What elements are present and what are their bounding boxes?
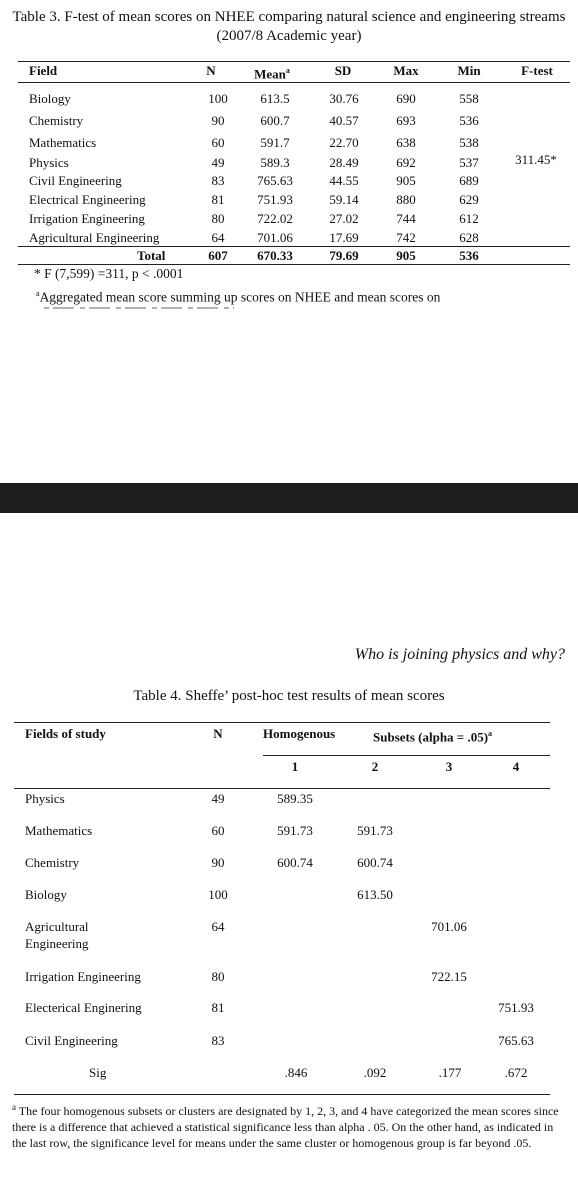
table3-header-rule	[18, 82, 570, 83]
table3-caption: Table 3. F-test of mean scores on NHEE comparing natural science and engineering streams (2007/8 Academic year)	[12, 9, 566, 44]
table3-cell-n: 90	[211, 113, 225, 128]
table3-cell-mean: 751.93	[257, 192, 293, 207]
table4-sig-s4: .672	[504, 1065, 528, 1080]
table4-cell-field-line2: Engineering	[25, 936, 89, 951]
table4-cell-field: Agricultural	[25, 919, 89, 934]
table3-cell-max: 880	[396, 192, 416, 207]
table3-cell-n: 80	[211, 211, 225, 226]
table4-cell-n: 90	[211, 855, 225, 870]
table3-cell-mean: 701.06	[257, 230, 293, 245]
table3-cell-min: 612	[459, 211, 479, 226]
table4-cell-n: 49	[211, 791, 225, 806]
table3-header-n: N	[206, 63, 216, 78]
table3-total-n: 607	[208, 248, 228, 263]
table4-header-homogenous: Homogenous	[263, 726, 336, 741]
table3-cell-field: Physics	[29, 155, 69, 170]
table4-cell-field: Chemistry	[25, 855, 80, 870]
table4-cell-s2: 600.74	[357, 855, 393, 870]
table4-sig-s3: .177	[438, 1065, 462, 1080]
table4-cell-n: 81	[211, 1000, 225, 1015]
table4-cell-s1: 589.35	[277, 791, 313, 806]
table4-subsets-rule	[263, 755, 550, 756]
table3-note-a: $^a$Aggregated mean score summing up scores on NHEE and mean scores on	[36, 289, 441, 305]
table3-cell-max: 690	[396, 91, 416, 106]
table3-cell-n: 49	[211, 155, 225, 170]
table3-cell-min: 629	[459, 192, 479, 207]
table4-header-subsets: Subsets (alpha = .05)$^a$	[373, 729, 493, 745]
table4-cell-n: 64	[211, 919, 225, 934]
table3-cell-sd: 44.55	[329, 173, 359, 188]
table3-cell-sd: 30.76	[329, 91, 359, 106]
table3-total-max: 905	[396, 248, 416, 263]
table3-cell-min: 689	[459, 173, 479, 188]
table3-cell-min: 558	[459, 91, 479, 106]
table3-cell-field: Electrical Engineering	[29, 192, 146, 207]
table3-note-star: * F (7,599) =311, p < .0001	[34, 266, 184, 281]
table4-header-s1: 1	[291, 759, 299, 774]
table4-cell-s2: 613.50	[357, 887, 393, 902]
table4-cell-field: Biology	[25, 887, 67, 902]
table3-cell-min: 538	[459, 135, 479, 150]
table3-cell-n: 81	[211, 192, 225, 207]
table3-cell-mean: 600.7	[260, 113, 290, 128]
table4-footnote: $^a$ The four homogenous subsets or clusters are designated by 1, 2, 3, and 4 have categorized the mean scores since there is a difference that achieved a statistical significance less than alpha . 05. On the other hand, as indicated in the last row, the significance level for means under the same cluster or homogenous group is far beyond .05.	[12, 1102, 559, 1150]
table3-cell-n: 83	[211, 173, 225, 188]
table3-cell-sd: 59.14	[329, 192, 359, 207]
table3-cell-field: Agricultural Engineering	[29, 230, 160, 245]
running-header: Who is joining physics and why?	[354, 646, 565, 663]
table4-sig-s1: .846	[284, 1065, 308, 1080]
table4-cell-n: 83	[211, 1033, 225, 1048]
table4-cell-field: Physics	[25, 791, 65, 806]
table3-cell-field: Civil Engineering	[29, 173, 122, 188]
table3-cell-min: 537	[459, 155, 479, 170]
table4-cell-s3: 722.15	[431, 969, 467, 984]
table3-cell-field: Mathematics	[29, 135, 97, 150]
table3-cell-n: 60	[211, 135, 225, 150]
table3-total-min: 536	[459, 248, 479, 263]
table4-header-rule	[14, 788, 550, 789]
table4-cell-s3: 701.06	[431, 919, 467, 934]
table3-top-rule	[18, 61, 570, 62]
table3-cell-sd: 40.57	[329, 113, 359, 128]
table3-header-max: Max	[393, 63, 419, 78]
table4-cell-s1: 600.74	[277, 855, 313, 870]
table3-cell-max: 692	[396, 155, 416, 170]
table4-cell-s4: 751.93	[498, 1000, 534, 1015]
table4-header-s2: 2	[371, 759, 379, 774]
table3-cell-sd: 17.69	[329, 230, 359, 245]
table3-cell-field: Irrigation Engineering	[29, 211, 145, 226]
table3-total-mean: 670.33	[257, 248, 293, 263]
table3-cell-max: 693	[396, 113, 416, 128]
table4-top-rule	[14, 722, 550, 723]
table3-cell-max: 742	[396, 230, 416, 245]
table3-cell-n: 100	[208, 91, 228, 106]
table3-cell-mean: 722.02	[257, 211, 293, 226]
table3-cell-max: 744	[396, 211, 416, 226]
table4-cell-n: 60	[211, 823, 225, 838]
table3-ftest-value: 311.45*	[515, 152, 557, 167]
table4-cell-field: Civil Engineering	[25, 1033, 118, 1048]
table4-caption: Table 4. Sheffe’ post-hoc test results of mean scores	[133, 688, 445, 704]
table3-header-min: Min	[457, 63, 481, 78]
table3-total-rule	[18, 246, 570, 247]
cropped-text-line	[44, 307, 244, 311]
table4-cell-field: Mathematics	[25, 823, 93, 838]
table3-cell-mean: 589.3	[260, 155, 290, 170]
table4-cell-s1: 591.73	[277, 823, 313, 838]
table4-header-s3: 3	[445, 759, 453, 774]
table3-cell-sd: 27.02	[329, 211, 359, 226]
table3-cell-field: Chemistry	[29, 113, 84, 128]
table4-header-fields: Fields of study	[25, 726, 106, 741]
table3-cell-mean: 591.7	[260, 135, 290, 150]
table4-bottom-rule	[14, 1094, 550, 1095]
table4-cell-field: Electerical Enginering	[25, 1000, 142, 1015]
page-separator	[0, 483, 578, 513]
table3-cell-sd: 22.70	[329, 135, 359, 150]
table3-total-label: Total	[137, 248, 166, 263]
table3-header-sd: SD	[334, 63, 352, 78]
table3-total-sd: 79.69	[329, 248, 359, 263]
table4-sig-s2: .092	[363, 1065, 387, 1080]
table3-header-field: Field	[29, 63, 58, 78]
table3-header-mean: Mean$^a$	[254, 66, 290, 82]
table3-cell-max: 638	[396, 135, 416, 150]
table3-cell-mean: 613.5	[260, 91, 290, 106]
table3-bottom-rule	[18, 264, 570, 265]
table3-cell-mean: 765.63	[257, 173, 293, 188]
table4-header-n: N	[213, 726, 223, 741]
table4-header-s4: 4	[512, 759, 520, 774]
table4-cell-s2: 591.73	[357, 823, 393, 838]
table3-cell-min: 536	[459, 113, 479, 128]
table4-cell-field: Irrigation Engineering	[25, 969, 141, 984]
table3-cell-sd: 28.49	[329, 155, 359, 170]
table3-cell-max: 905	[396, 173, 416, 188]
table4-cell-n: 80	[211, 969, 225, 984]
table3-cell-min: 628	[459, 230, 479, 245]
table3-header-ftest: F-test	[521, 63, 553, 78]
table4-cell-s4: 765.63	[498, 1033, 534, 1048]
table4-cell-n: 100	[208, 887, 228, 902]
table3-cell-field: Biology	[29, 91, 71, 106]
table4-sig-label: Sig	[89, 1065, 107, 1080]
table3-cell-n: 64	[211, 230, 225, 245]
